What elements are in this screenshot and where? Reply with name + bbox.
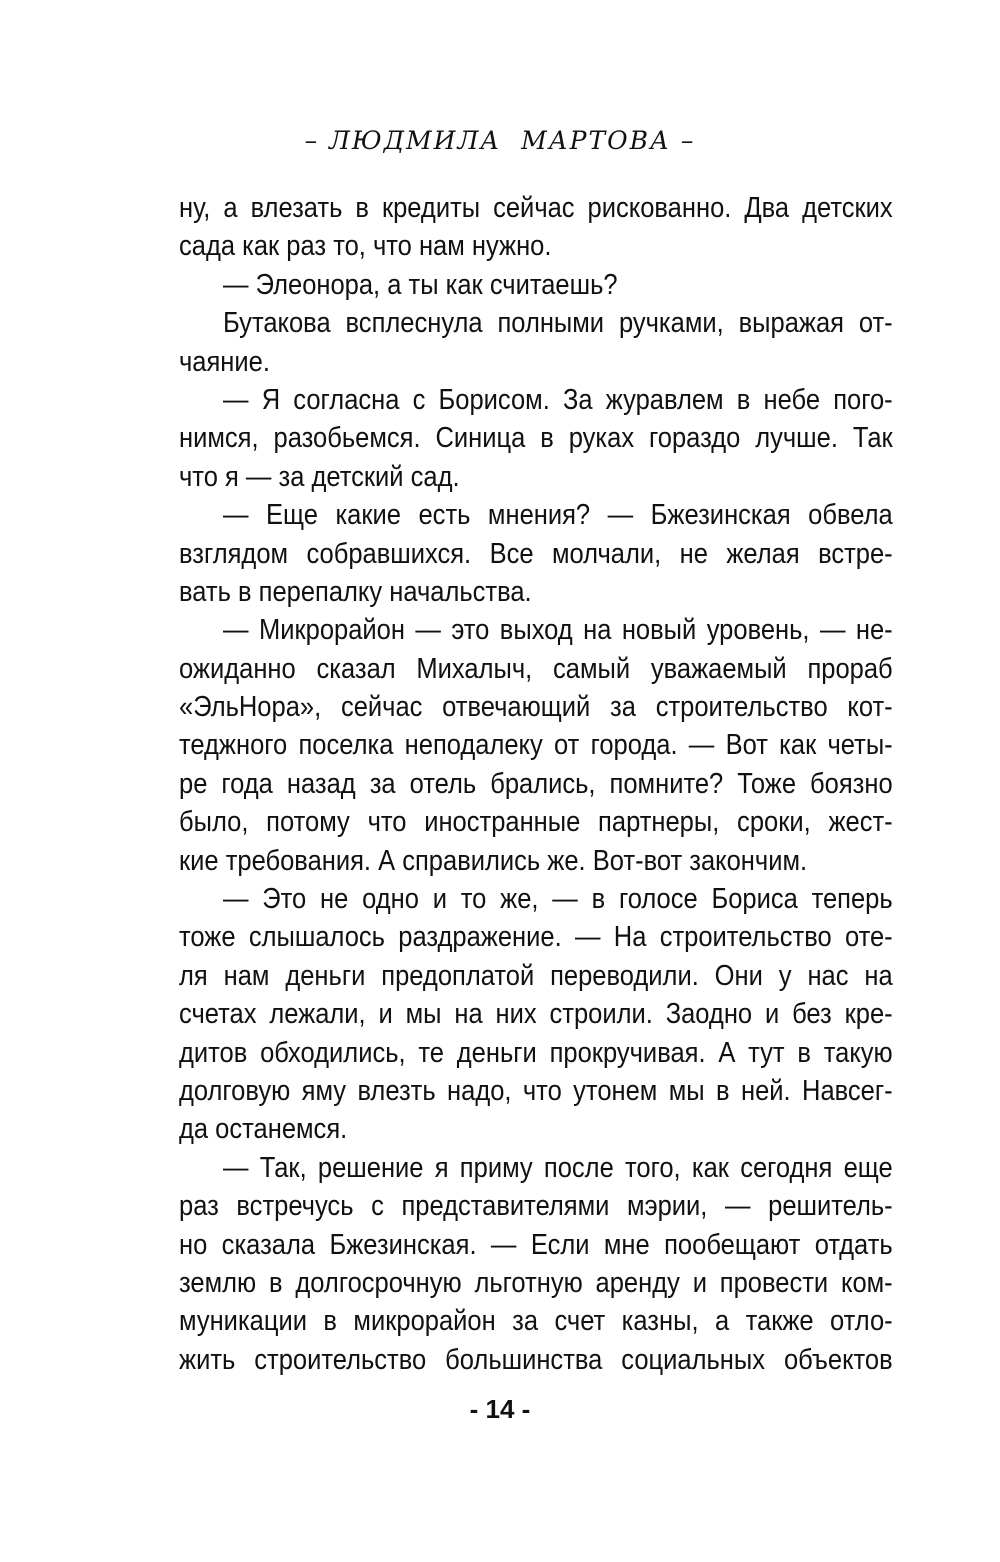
- text-line: — Это не одно и то же, — в голосе Бориса теперь: [223, 883, 893, 916]
- text-line: раз встречусь с представителями мэрии, — решитель-: [179, 1190, 893, 1223]
- text-line: сада как раз то, что нам нужно.: [179, 230, 552, 263]
- text-line: что я — за детский сад.: [179, 460, 460, 493]
- text-line: землю в долгосрочную льготную аренду и провести ком-: [179, 1266, 893, 1299]
- text-line: счетах лежали, и мы на них строили. Заодно и без кре-: [179, 998, 893, 1031]
- text-line: да останемся.: [179, 1113, 348, 1146]
- body-text: [179, 189, 893, 1379]
- running-header: – ЛЮДМИЛА МАРТОВА –: [304, 126, 696, 155]
- text-line: долговую яму влезть надо, что утонем мы в ней. Навсег-: [179, 1074, 893, 1107]
- text-line: — Элеонора, а ты как считаешь?: [223, 268, 618, 301]
- text-line: — Микрорайон — это выход на новый уровень, — не-: [223, 614, 893, 647]
- text-line: муникации в микрорайон за счет казны, а также отло-: [179, 1305, 893, 1338]
- text-line: дитов обходились, те деньги прокручивая. А тут в такую: [179, 1036, 893, 1069]
- page-number: - 14 -: [469, 1394, 531, 1424]
- text-line: взглядом собравшихся. Все молчали, не желая встре-: [179, 537, 893, 570]
- text-line: — Я согласна с Борисом. За журавлем в небе пого-: [223, 383, 893, 416]
- text-line: тоже слышалось раздражение. — На строительство оте-: [179, 921, 893, 954]
- text-line: чаяние.: [179, 345, 270, 378]
- text-line: нимся, разобьемся. Синица в руках гораздо лучше. Так: [179, 422, 893, 455]
- text-line: ля нам деньги предоплатой переводили. Они у нас на: [179, 959, 893, 992]
- text-line: «ЭльНора», сейчас отвечающий за строительство кот-: [179, 691, 893, 724]
- text-line: ну, а влезать в кредиты сейчас рискованно. Два детских: [179, 192, 893, 224]
- text-line: вать в перепалку начальства.: [179, 575, 532, 608]
- text-line: — Так, решение я приму после того, как сегодня еще: [223, 1151, 893, 1184]
- text-line: Бутакова всплеснула полными ручками, выражая от-: [223, 307, 893, 340]
- text-line: ре года назад за отель брались, помните? Тоже боязно: [179, 767, 893, 800]
- text-line: ожиданно сказал Михалыч, самый уважаемый прораб: [179, 652, 893, 685]
- text-line: кие требования. А справились же. Вот-вот закончим.: [179, 844, 808, 877]
- text-line: жить строительство большинства социальных объектов: [179, 1343, 893, 1376]
- text-line: было, потому что иностранные партнеры, сроки, жест-: [179, 806, 893, 839]
- text-line: теджного поселка неподалеку от города. — Вот как четы-: [179, 729, 893, 762]
- text-line: — Еще какие есть мнения? — Бжезинская обвела: [223, 499, 893, 532]
- text-line: но сказала Бжезинская. — Если мне пообещают отдать: [179, 1228, 893, 1261]
